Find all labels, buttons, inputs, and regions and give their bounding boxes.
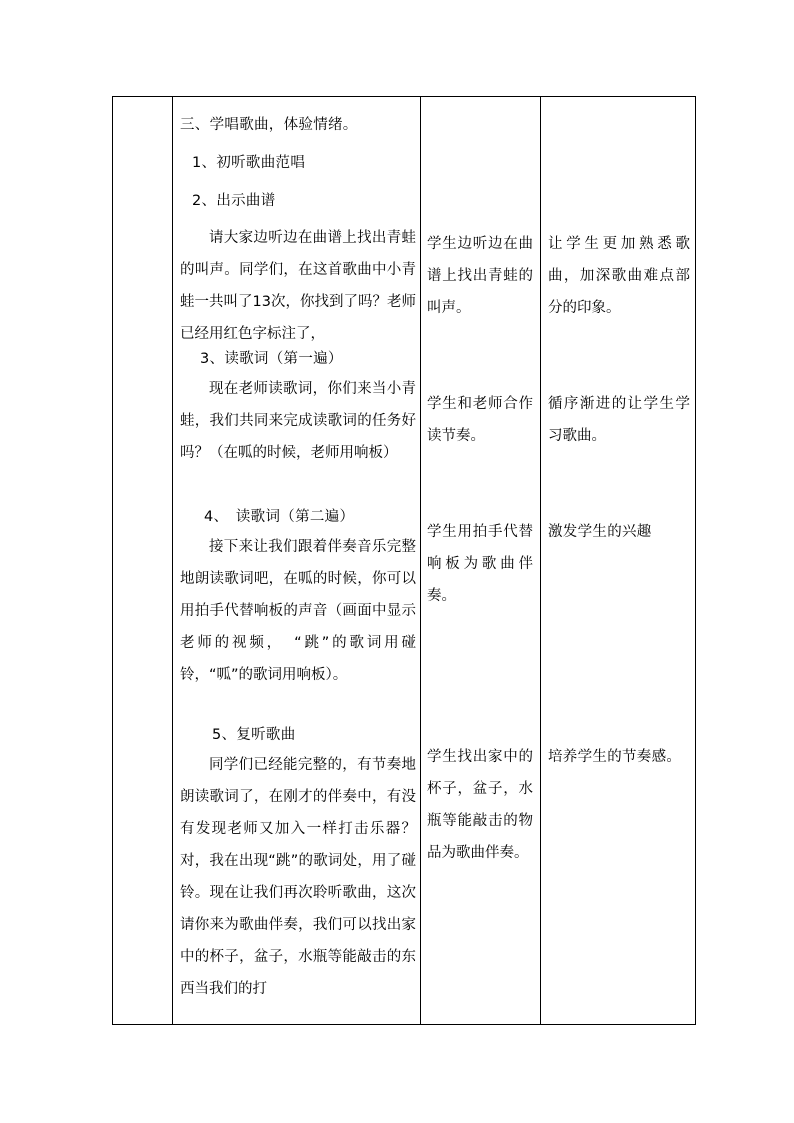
step-4-heading: 4、 读歌词（第二遍） — [204, 509, 355, 525]
student-activity-2: 学生和老师合作读节奏。 — [427, 396, 533, 444]
column-divider-1 — [172, 97, 173, 1024]
design-intent-3: 激发学生的兴趣 — [548, 524, 652, 540]
column-divider-2 — [420, 97, 421, 1024]
section-heading: 三、学唱歌曲，体验情绪。 — [180, 117, 358, 133]
design-intent-2: 循序渐进的让学生学习歌曲。 — [548, 396, 690, 444]
step-5-text: 同学们已经能完整的，有节奏地朗读歌词了，在刚才的伴奏中，有没有发现老师又加入一样打击乐器？对，我在出现“跳”的歌词处，用了碰铃。现在让我们再次聆听歌曲，这次请你来为歌曲伴奏，我们可以找出家中的杯子，盆子，水瓶等能敲击的东西当我们的打 — [180, 757, 416, 997]
step-1-heading: 1、初听歌曲范唱 — [192, 155, 306, 171]
design-intent-4: 培养学生的节奏感。 — [548, 749, 682, 765]
step-5-heading: 5、复听歌曲 — [212, 727, 296, 743]
student-activity-3: 学生用拍手代替响板为歌曲伴奏。 — [427, 524, 533, 604]
column-divider-3 — [540, 97, 541, 1024]
step-4-text: 接下来让我们跟着伴奏音乐完整地朗读歌词吧，在呱的时候，你可以用拍手代替响板的声音（画面中显示老师的视频， “跳”的歌词用碰铃，“呱”的歌词用响板）。 — [180, 539, 416, 683]
step-2-text: 请大家边听边在曲谱上找出青蛙的叫声。同学们，在这首歌曲中小青蛙一共叫了13次，你找到了吗？老师已经用红色字标注了， — [180, 230, 416, 342]
design-intent-1: 让学生更加熟悉歌曲，加深歌曲难点部分的印象。 — [548, 236, 690, 316]
step-3-heading: 3、读歌词（第一遍） — [200, 351, 343, 367]
step-2-heading: 2、出示曲谱 — [192, 193, 276, 209]
student-activity-4: 学生找出家中的杯子，盆子，水瓶等能敲击的物品为歌曲伴奏。 — [427, 749, 533, 861]
step-3-text: 现在老师读歌词，你们来当小青蛙，我们共同来完成读歌词的任务好吗？（在呱的时候，老师用响板） — [180, 381, 416, 461]
student-activity-1: 学生边听边在曲谱上找出青蛙的叫声。 — [427, 236, 533, 316]
